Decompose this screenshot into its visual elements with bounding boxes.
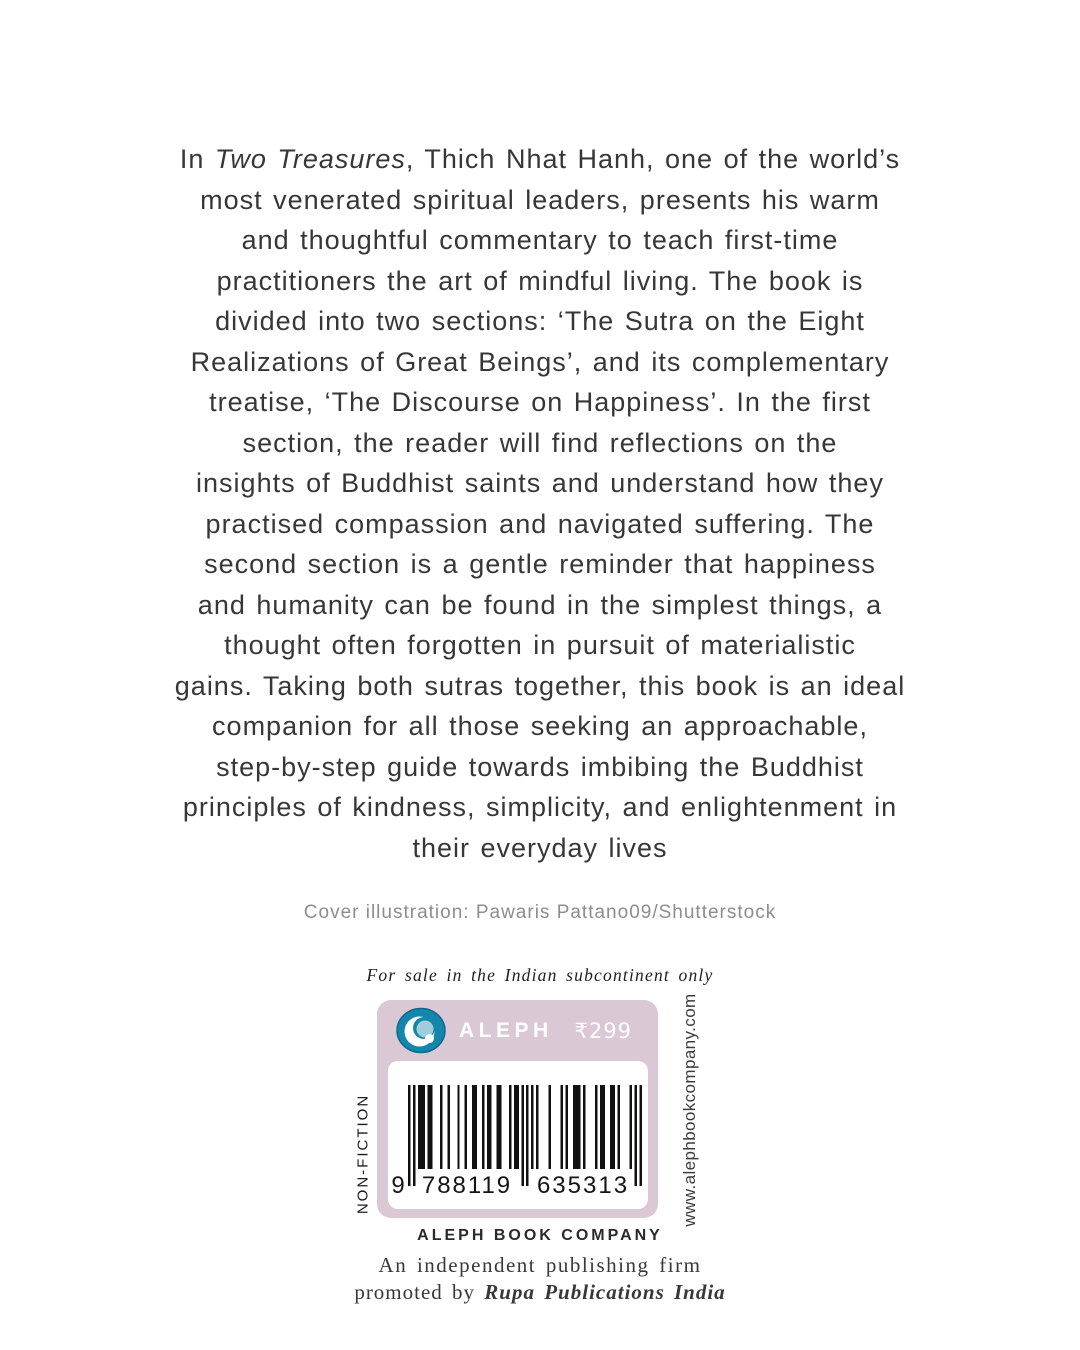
aleph-logo-icon: [396, 1007, 446, 1054]
barcode-digit-first: 9: [391, 1172, 405, 1199]
text-run: treatise, ‘The Discourse on Happiness’. In the first: [209, 387, 871, 417]
text-run: second section is a gentle reminder that happiness: [204, 549, 876, 579]
barcode-digits-right: 635313: [536, 1172, 630, 1199]
text-run: gains. Taking both sutras together, this book is an ideal: [174, 670, 906, 701]
blurb-line: [0, 585, 1080, 626]
website-spine-text: www.alephbookcompany.com: [680, 993, 699, 1227]
publisher-tagline: An independent publishing firm: [378, 1253, 702, 1277]
blurb-line: [0, 504, 1080, 545]
publisher-block: [0, 1227, 1080, 1305]
text-run: practised compassion and navigated suffering. The: [205, 508, 875, 539]
blurb-line: [0, 261, 1080, 302]
text-run: their everyday lives: [412, 832, 668, 863]
blurb: [0, 139, 1080, 868]
blurb-line: [0, 706, 1080, 747]
blurb-line: [0, 342, 1080, 383]
barcode-digits-left: 788119: [421, 1172, 513, 1199]
price-label: ₹299: [574, 1018, 632, 1043]
blurb-line: [0, 463, 1080, 504]
blurb-line: [0, 220, 1080, 261]
blurb-line: [0, 139, 1080, 180]
label-header: [377, 1000, 658, 1061]
text-run: In: [179, 144, 215, 174]
text-run: step-by-step guide towards imbibing the Buddhist: [216, 751, 864, 782]
text-run: promoted by: [354, 1280, 485, 1304]
text-run: Rupa Publications India: [484, 1280, 726, 1304]
blurb-line: [0, 423, 1080, 464]
brand-wordmark: ALEPH: [459, 1018, 553, 1042]
text-run: thought often forgotten in pursuit of materialistic: [224, 630, 856, 660]
blurb-line: [0, 382, 1080, 423]
text-run: most venerated spiritual leaders, presents his warm: [200, 184, 880, 215]
price-barcode-label: [377, 1000, 658, 1218]
barcode: [388, 1061, 648, 1209]
publisher-promoter: [0, 1280, 1080, 1305]
blurb-line: [0, 180, 1080, 221]
text-run: insights of Buddhist saints and understand how they: [196, 468, 884, 498]
text-run: companion for all those seeking an approachable,: [212, 711, 868, 741]
blurb-line: [0, 666, 1080, 707]
text-run: principles of kindness, simplicity, and enlightenment in: [182, 792, 898, 822]
text-run: and humanity can be found in the simplest things, a: [197, 589, 883, 620]
text-run: , Thich Nhat Hanh, one of the world’s: [405, 144, 901, 174]
blurb-line: [0, 747, 1080, 788]
text-run: Two Treasures: [214, 144, 406, 174]
genre-spine-text: NON-FICTION: [354, 1093, 372, 1215]
text-run: practitioners the art of mindful living. The book is: [216, 265, 864, 296]
text-run: divided into two sections: ‘The Sutra on the Eight: [215, 306, 865, 336]
credit-line: Cover illustration: Pawaris Pattano09/Shutterstock: [303, 902, 777, 923]
blurb-line: [0, 301, 1080, 342]
publisher-name: ALEPH BOOK COMPANY: [417, 1227, 663, 1244]
text-run: and thoughtful commentary to teach first-time: [241, 225, 839, 255]
sale-note: For sale in the Indian subcontinent only: [366, 965, 714, 985]
blurb-line: [0, 828, 1080, 869]
text-run: Realizations of Great Beings’, and its complementary: [190, 346, 890, 377]
blurb-line: [0, 625, 1080, 666]
blurb-line: [0, 787, 1080, 828]
text-run: section, the reader will find reflections on the: [242, 427, 838, 458]
blurb-line: [0, 544, 1080, 585]
